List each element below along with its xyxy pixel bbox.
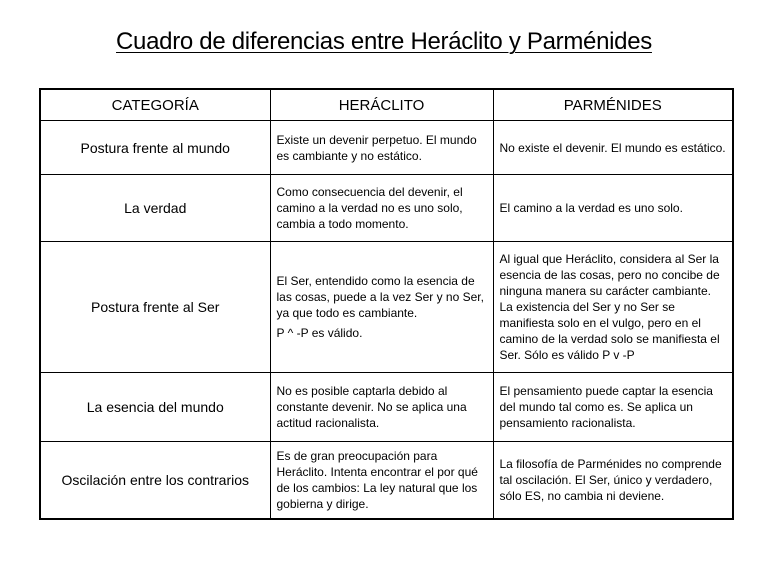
heraclito-cell: Existe un devenir perpetuo. El mundo es cambiante y no estático. <box>270 121 493 175</box>
row-category: La verdad <box>40 175 270 242</box>
header-category: CATEGORÍA <box>40 89 270 121</box>
table-row <box>40 175 733 242</box>
table-header-row <box>40 89 733 121</box>
heraclito-cell: Es de gran preocupación para Heráclito. Intenta encontrar el por qué de los cambios: La ley natural que los gobierna y dirige. <box>270 442 493 520</box>
heraclito-cell: No es posible captarla debido al constante devenir. No se aplica una actitud racionalista. <box>270 373 493 442</box>
table-row <box>40 121 733 175</box>
table-row <box>40 242 733 373</box>
header-heraclito: HERÁCLITO <box>270 89 493 121</box>
row-category: La esencia del mundo <box>40 373 270 442</box>
heraclito-formula: P ^ -P es válido. <box>276 326 363 340</box>
heraclito-text: El Ser, entendido como la esencia de las cosas, puede a la vez Ser y no Ser, ya que todo es cambiante. <box>276 274 484 320</box>
comparison-table <box>39 88 734 520</box>
parmenides-cell: La filosofía de Parménides no comprende tal oscilación. El Ser, único y verdadero, sólo ES, no cambia ni deviene. <box>493 442 733 520</box>
row-category: Oscilación entre los contrarios <box>40 442 270 520</box>
table-row <box>40 373 733 442</box>
heraclito-cell <box>270 242 493 373</box>
parmenides-cell: No existe el devenir. El mundo es estático. <box>493 121 733 175</box>
parmenides-cell: El pensamiento puede captar la esencia del mundo tal como es. Se aplica un pensamiento racionalista. <box>493 373 733 442</box>
parmenides-cell: El camino a la verdad es uno solo. <box>493 175 733 242</box>
heraclito-cell: Como consecuencia del devenir, el camino a la verdad no es uno solo, cambia a todo momento. <box>270 175 493 242</box>
table-row <box>40 442 733 520</box>
parmenides-cell: Al igual que Heráclito, considera al Ser la esencia de las cosas, pero no concibe de ninguna manera su carácter cambiante. La existencia del Ser y no Ser se manifiesta solo en el vulgo, pero en el camino de la verdad solo se manifiesta el Ser. Sólo es válido P v -P <box>493 242 733 373</box>
header-parmenides: PARMÉNIDES <box>493 89 733 121</box>
row-category: Postura frente al Ser <box>40 242 270 373</box>
row-category: Postura frente al mundo <box>40 121 270 175</box>
page-title: Cuadro de diferencias entre Heráclito y Parménides <box>116 28 652 55</box>
